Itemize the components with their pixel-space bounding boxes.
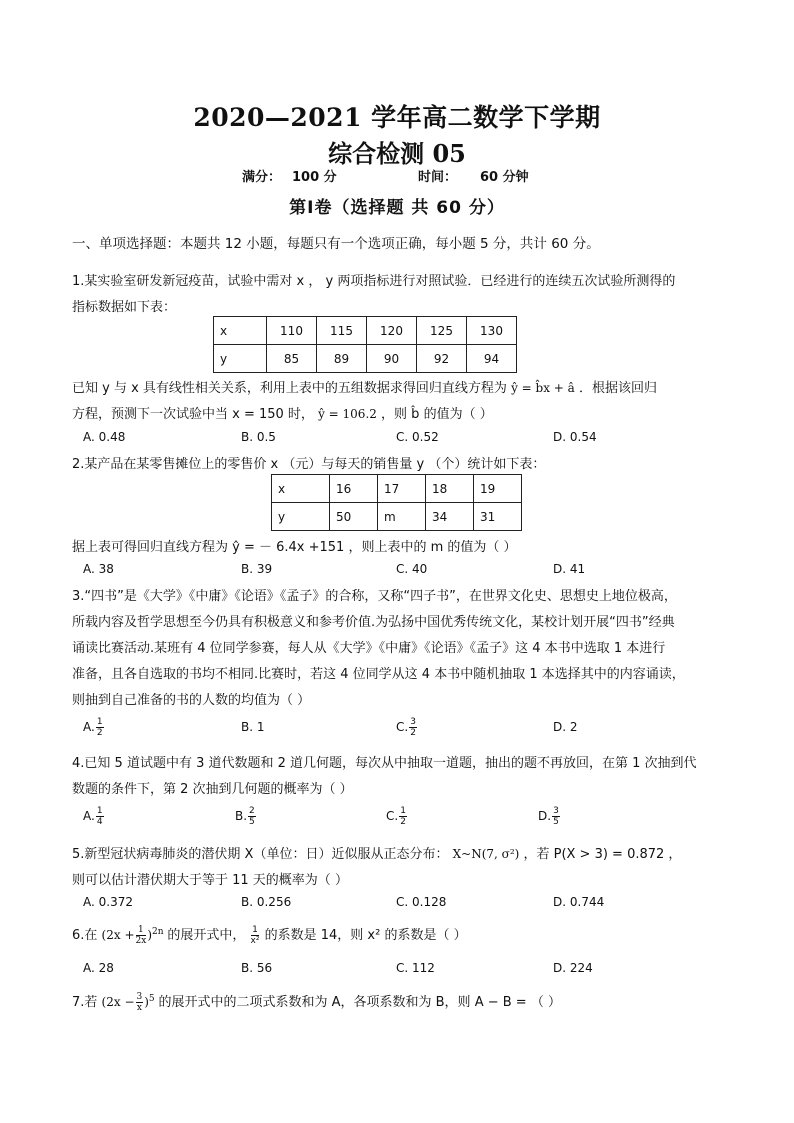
q1-line3-text-b: ．根据该回归 <box>578 381 657 396</box>
q3-option-d: D. 2 <box>553 720 578 734</box>
q1-line4 <box>72 403 493 422</box>
table-cell: 16 <box>330 475 378 503</box>
table-cell: 92 <box>417 345 467 373</box>
q6-prefix: 6.在 <box>72 928 98 943</box>
q5-option-a: A. 0.372 <box>83 895 133 909</box>
option-label: A. <box>83 720 95 734</box>
q1-line4-text-b: ，则 b̂ 的值为（ ） <box>381 407 493 422</box>
fraction-numerator: 1 <box>400 806 406 816</box>
q1-option-a: A. 0.48 <box>83 430 126 444</box>
fraction-denominator: 4 <box>96 817 103 827</box>
fraction-numerator: 3 <box>136 992 143 1002</box>
exam-subtitle: 综合检测 05 <box>328 139 466 168</box>
q4-line2: 数题的条件下，第 2 次抽到几何题的概率为（ ） <box>72 782 353 797</box>
q3-line4: 准备，且各自选取的书均不相同.比赛时，若这 4 位同学从这 4 本书中随机抽取 1 本选择其中的内容诵读， <box>72 667 685 682</box>
table-cell: 94 <box>467 345 517 373</box>
table-cell: m <box>378 503 426 531</box>
option-label: A. <box>83 809 95 823</box>
q1-regression-equation: ŷ = b̂x + â <box>511 381 575 395</box>
table-cell: 125 <box>417 317 467 345</box>
fraction-numerator: 1 <box>96 806 103 816</box>
table-row <box>272 475 522 503</box>
option-label: B. <box>235 809 248 823</box>
exam-title: 2020—2021 学年高二数学下学期 <box>193 103 601 132</box>
q6-option-a: A. 28 <box>83 961 114 975</box>
q3-line5: 则抽到自己准备的书的人数的均值为（ ） <box>72 693 311 708</box>
fraction <box>409 717 417 738</box>
q5-line2: 则可以估计潜伏期大于等于 11 天的概率为（ ） <box>72 873 348 888</box>
expr-open: (2x − <box>101 995 135 1009</box>
q2-option-c: C. 40 <box>396 562 428 576</box>
q2-line1: 2.某产品在某零售摊位上的零售价 x （元）与每天的销售量 y （个）统计如下表： <box>72 457 546 472</box>
q4-option-c <box>386 806 408 827</box>
q1-line1: 1.某实验室研发新冠疫苗，试验中需对 x ， y 两项指标进行对照试验．已经进行的连续五次试验所测得的 <box>72 274 676 289</box>
expr-open: (2x + <box>101 928 135 942</box>
q6-option-c: C. 112 <box>396 961 435 975</box>
q1-option-b: B. 0.5 <box>241 430 276 444</box>
q6-binomial-expression <box>101 925 168 946</box>
q4-option-b <box>235 806 257 827</box>
q3-option-c <box>396 717 418 738</box>
q3-line1: 3.“四书”是《大学》《中庸》《论语》《孟子》的合称，又称“四子书”，在世界文化史、思想史上地位极高， <box>72 589 677 604</box>
fraction-numerator: 1 <box>136 925 147 936</box>
time-value: 60 分钟 <box>480 170 529 185</box>
q5-line1-text-a: 5.新型冠状病毒肺炎的潜伏期 X（单位：日）近似服从正态分布： <box>72 847 449 862</box>
fraction-denominator: 5 <box>553 817 559 827</box>
table-cell: 34 <box>426 503 474 531</box>
q1-line4-text-a: 方程，预测下一次试验中当 x = 150 时， <box>72 407 314 422</box>
q6-option-b: B. 56 <box>241 961 273 975</box>
table-cell: 31 <box>474 503 522 531</box>
fraction-denominator: x <box>136 1003 142 1013</box>
q6-line <box>72 924 467 946</box>
table-row <box>214 345 517 373</box>
q3-option-a <box>83 717 105 738</box>
table-row <box>214 317 517 345</box>
q5-option-d: D. 0.744 <box>553 895 605 909</box>
q2-data-table <box>271 474 522 531</box>
fraction-numerator: 3 <box>410 717 416 727</box>
q4-line1: 4.已知 5 道试题中有 3 道代数题和 2 道几何题，每次从中抽取一道题，抽出的题不再放回，在第 1 次抽到代 <box>72 756 697 771</box>
q1-line3-text-a: 已知 y 与 x 具有线性相关关系，利用上表中的五组数据求得回归直线方程为 <box>72 381 507 396</box>
q2-option-d: D. 41 <box>553 562 586 576</box>
exponent: 5 <box>148 994 155 1004</box>
table-cell: y <box>214 345 267 373</box>
table-cell: 85 <box>267 345 317 373</box>
q3-option-b: B. 1 <box>241 720 265 734</box>
q2-option-a: A. 38 <box>83 562 114 576</box>
fraction <box>96 717 104 738</box>
table-row <box>272 503 522 531</box>
q5-option-b: B. 0.256 <box>241 895 292 909</box>
option-label: C. <box>396 720 409 734</box>
table-cell: y <box>272 503 330 531</box>
q6-suffix: 的系数是 14，则 x² 的系数是（ ） <box>264 928 467 943</box>
q3-line2: 所载内容及哲学思想至今仍具有积极意义和参考价值.为弘扬中国优秀传统文化，某校计划开展“四书”经典 <box>72 615 675 630</box>
q1-option-c: C. 0.52 <box>396 430 439 444</box>
q5-line1 <box>72 843 681 862</box>
fraction <box>251 925 260 946</box>
q5-option-c: C. 0.128 <box>396 895 447 909</box>
table-cell: x <box>214 317 267 345</box>
exponent: 2n <box>152 927 164 937</box>
q1-data-table <box>213 316 517 373</box>
q2-line2: 据上表可得回归直线方程为 ŷ = － 6.4x +151 ，则上表中的 m 的值为（ ） <box>72 540 517 555</box>
score-value: 100 分 <box>292 170 337 185</box>
table-cell: 130 <box>467 317 517 345</box>
option-label: C. <box>386 809 399 823</box>
fraction <box>248 806 256 827</box>
fraction <box>136 992 144 1013</box>
q3-line3: 诵读比赛活动.某班有 4 位同学参赛，每人从《大学》《中庸》《论语》《孟子》这 4 本书中选取 1 本进行 <box>72 641 666 656</box>
fraction-denominator: 5 <box>249 817 255 827</box>
fraction-numerator: 1 <box>96 717 103 727</box>
table-cell: 120 <box>367 317 417 345</box>
expr-close: ) <box>147 928 152 942</box>
fraction <box>96 806 104 827</box>
score-label: 满分： <box>242 170 282 185</box>
fraction-denominator: 2 <box>400 817 406 827</box>
fraction-numerator: 1 <box>252 925 258 935</box>
q7-binomial-expression <box>101 992 159 1013</box>
expr-close: ) <box>144 995 149 1009</box>
table-cell: 115 <box>317 317 367 345</box>
fraction <box>552 806 560 827</box>
q7-line <box>72 991 561 1013</box>
q4-option-d <box>538 806 561 827</box>
fraction <box>136 925 147 946</box>
fraction-denominator: 2 <box>410 728 416 738</box>
section-instruction: 一、单项选择题：本题共 12 小题，每题只有一个选项正确，每小题 5 分，共计 60 分。 <box>72 236 600 252</box>
table-cell: 89 <box>317 345 367 373</box>
q2-option-b: B. 39 <box>241 562 273 576</box>
fraction <box>399 806 407 827</box>
fraction-denominator: 2 <box>96 728 103 738</box>
q7-suffix: 的展开式中的二项式系数和为 A，各项系数和为 B，则 A − B = （ ） <box>158 995 561 1010</box>
fraction-numerator: 2 <box>249 806 255 816</box>
table-cell: 50 <box>330 503 378 531</box>
table-cell: 18 <box>426 475 474 503</box>
fraction-denominator: x² <box>250 936 260 946</box>
q1-line2: 指标数据如下表： <box>72 300 177 315</box>
table-cell: x <box>272 475 330 503</box>
q6-option-d: D. 224 <box>553 961 593 975</box>
table-cell: 17 <box>378 475 426 503</box>
part-title: 第Ⅰ卷（选择题 共 60 分） <box>289 198 505 218</box>
q4-option-a <box>83 806 105 827</box>
option-label: D. <box>538 809 552 823</box>
fraction-denominator: 2x <box>135 936 147 946</box>
q7-prefix: 7.若 <box>72 995 98 1010</box>
q1-prediction-equation: ŷ = 106.2 <box>318 407 377 421</box>
fraction-numerator: 3 <box>553 806 559 816</box>
table-cell: 19 <box>474 475 522 503</box>
q1-line3 <box>72 377 657 396</box>
q5-distribution: X~N(7, σ²) <box>452 847 520 861</box>
table-cell: 110 <box>267 317 317 345</box>
q6-mid: 的展开式中， <box>167 928 246 943</box>
q5-line1-text-b: ，若 P(X > 3) = 0.872 ， <box>523 847 682 862</box>
time-label: 时间： <box>418 170 458 185</box>
table-cell: 90 <box>367 345 417 373</box>
q1-option-d: D. 0.54 <box>553 430 597 444</box>
